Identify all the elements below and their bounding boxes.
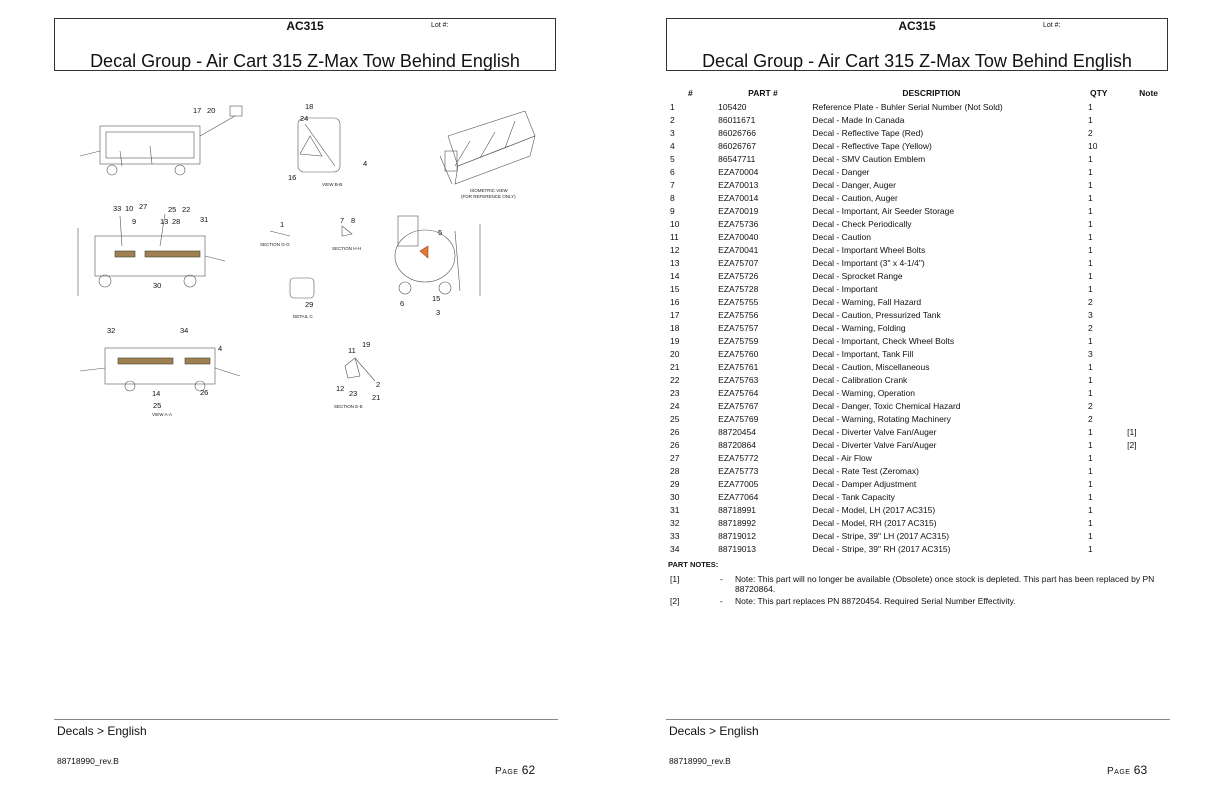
- row-qty: 1: [1087, 153, 1093, 164]
- callout-label: 11: [348, 346, 356, 355]
- callout-label: 23: [349, 389, 358, 398]
- row-note: [1127, 503, 1178, 516]
- row-note: [1127, 308, 1178, 321]
- row-number: 23: [670, 387, 680, 398]
- row-part-number: EZA75764: [718, 387, 759, 398]
- callout-label: 9: [132, 217, 137, 226]
- row-note: [1127, 373, 1178, 386]
- row-number: 7: [670, 179, 675, 190]
- row-part-number: 88720454: [718, 426, 756, 437]
- row-note: [1127, 490, 1178, 503]
- row-number: 4: [670, 140, 675, 151]
- row-part-number: EZA75736: [718, 218, 759, 229]
- row-description: Decal - Caution: [812, 231, 871, 242]
- row-part-number: 88719012: [718, 530, 756, 541]
- callout-label: 29: [305, 300, 314, 309]
- row-note: [1127, 256, 1178, 269]
- row-note: [1127, 126, 1178, 139]
- row-qty: 1: [1087, 283, 1093, 294]
- table-row: [668, 282, 1178, 295]
- model-code: AC315: [898, 19, 936, 33]
- row-number: 20: [670, 348, 680, 359]
- row-number: 21: [670, 361, 680, 372]
- note-ref: [1]: [670, 574, 680, 584]
- table-row: [668, 451, 1178, 464]
- view-caption: SECTION E-E: [334, 404, 363, 409]
- table-row: [668, 217, 1178, 230]
- callout-label: 3: [436, 308, 441, 317]
- row-note: [1127, 542, 1178, 555]
- row-qty: 1: [1087, 244, 1093, 255]
- row-note: [1127, 269, 1178, 282]
- callout-label: 15: [432, 294, 441, 303]
- footer-divider: [666, 719, 1170, 720]
- row-part-number: EZA70013: [718, 179, 759, 190]
- exploded-parts-drawing: [60, 96, 540, 426]
- row-number: 29: [670, 478, 680, 489]
- document-id: 88718990_rev.B: [57, 756, 119, 766]
- row-number: 3: [670, 127, 675, 138]
- view-caption: ISOMETRIC VIEW: [470, 188, 508, 193]
- row-note: [1127, 113, 1178, 126]
- callout-label: 17: [193, 106, 202, 115]
- callout-label: 4: [218, 344, 223, 353]
- parts-table-body: [668, 100, 1178, 555]
- row-qty: 1: [1087, 166, 1093, 177]
- row-note: [1127, 360, 1178, 373]
- view-aa-shape: [105, 348, 215, 384]
- row-part-number: EZA75707: [718, 257, 759, 268]
- row-part-number: EZA77005: [718, 478, 759, 489]
- row-note: [1127, 178, 1178, 191]
- right-page: [612, 0, 1224, 792]
- part-notes-title: PART NOTES:: [668, 560, 719, 569]
- row-part-number: EZA70004: [718, 166, 759, 177]
- view-caption: VIEW B-B: [322, 182, 343, 187]
- callout-label: 21: [372, 393, 381, 402]
- row-qty: 1: [1087, 374, 1093, 385]
- view-caption: (FOR REFERENCE ONLY): [461, 194, 516, 199]
- row-description: Decal - Sprocket Range: [812, 270, 903, 281]
- row-qty: 1: [1087, 426, 1093, 437]
- callout-label: 10: [125, 204, 134, 213]
- row-part-number: EZA75759: [718, 335, 759, 346]
- table-row: [668, 191, 1178, 204]
- row-part-number: EZA75757: [718, 322, 759, 333]
- row-number: 8: [670, 192, 675, 203]
- table-row: [668, 373, 1178, 386]
- lot-label: Lot #:: [431, 22, 449, 29]
- row-qty: 1: [1087, 270, 1093, 281]
- row-qty: 2: [1087, 400, 1093, 411]
- breadcrumb: Decals > English: [669, 724, 759, 738]
- callout-label: 14: [152, 389, 161, 398]
- row-description: Decal - Important, Tank Fill: [812, 348, 914, 359]
- callout-label: 4: [363, 159, 368, 168]
- table-row: [668, 425, 1178, 438]
- table-row: [668, 256, 1178, 269]
- row-part-number: 86011671: [718, 114, 756, 125]
- table-row: [668, 178, 1178, 191]
- row-number: 32: [670, 517, 680, 528]
- table-row: [668, 308, 1178, 321]
- table-row: [668, 386, 1178, 399]
- callout-label: 26: [200, 388, 209, 397]
- table-row: [668, 542, 1178, 555]
- parts-table-header: [668, 86, 1178, 100]
- drawing-svg: [60, 96, 540, 426]
- row-qty: 1: [1087, 361, 1093, 372]
- table-row: [668, 399, 1178, 412]
- row-description: Decal - Warning, Fall Hazard: [812, 296, 922, 307]
- row-description: Decal - Model, LH (2017 AC315): [812, 504, 936, 515]
- note-text: Note: This part replaces PN 88720454. Required Serial Number Effectivity.: [735, 596, 1016, 606]
- table-row: [668, 165, 1178, 178]
- row-note: [1127, 204, 1178, 217]
- row-number: 31: [670, 504, 680, 515]
- row-qty: 1: [1087, 387, 1093, 398]
- row-number: 19: [670, 335, 680, 346]
- row-number: 15: [670, 283, 680, 294]
- row-qty: 1: [1087, 231, 1093, 242]
- col-qty: QTY: [1089, 88, 1108, 98]
- row-description: Decal - Caution, Auger: [812, 192, 898, 203]
- row-description: Decal - Important (3" x 4-1/4"): [812, 257, 925, 268]
- page-word: Page: [495, 766, 519, 777]
- row-number: 28: [670, 465, 680, 476]
- row-qty: 1: [1087, 101, 1093, 112]
- row-number: 26: [670, 439, 680, 450]
- col-description: DESCRIPTION: [902, 88, 961, 98]
- table-row: [668, 321, 1178, 334]
- row-description: Decal - Rate Test (Zeromax): [812, 465, 919, 476]
- row-number: 2: [670, 114, 675, 125]
- row-note: [1127, 451, 1178, 464]
- row-number: 13: [670, 257, 680, 268]
- row-description: Decal - Reflective Tape (Yellow): [812, 140, 932, 151]
- page-header: [54, 18, 556, 71]
- row-note: [1127, 217, 1178, 230]
- cart-side-view-1: [100, 126, 200, 164]
- row-number: 14: [670, 270, 680, 281]
- table-row: [668, 334, 1178, 347]
- row-note: [1127, 334, 1178, 347]
- callout-label: 16: [288, 173, 297, 182]
- row-part-number: 86026767: [718, 140, 756, 151]
- row-qty: 1: [1087, 530, 1093, 541]
- row-number: 16: [670, 296, 680, 307]
- view-caption: VIEW A-A: [152, 412, 173, 417]
- row-note: [1127, 386, 1178, 399]
- row-qty: 1: [1087, 491, 1093, 502]
- row-part-number: EZA75773: [718, 465, 759, 476]
- callout-label: 12: [336, 384, 345, 393]
- row-part-number: EZA77064: [718, 491, 759, 502]
- row-number: 9: [670, 205, 675, 216]
- row-description: Decal - Diverter Valve Fan/Auger: [812, 426, 937, 437]
- callout-label: 22: [182, 205, 191, 214]
- row-part-number: EZA75761: [718, 361, 759, 372]
- callout-label: 19: [362, 340, 371, 349]
- row-part-number: 88720864: [718, 439, 756, 450]
- row-description: Decal - Calibration Crank: [812, 374, 908, 385]
- row-number: 27: [670, 452, 680, 463]
- row-number: 26: [670, 426, 680, 437]
- col-part-number: PART #: [748, 88, 778, 98]
- row-description: Decal - Model, RH (2017 AC315): [812, 517, 937, 528]
- row-note: [1]: [1127, 426, 1137, 437]
- row-qty: 1: [1087, 478, 1093, 489]
- row-number: 6: [670, 166, 675, 177]
- row-qty: 1: [1087, 205, 1093, 216]
- row-note: [1127, 412, 1178, 425]
- table-row: [668, 139, 1178, 152]
- row-number: 17: [670, 309, 680, 320]
- row-description: Decal - Tank Capacity: [812, 491, 895, 502]
- footer-divider: [54, 719, 558, 720]
- view-caption: SECTION G-G: [260, 242, 290, 247]
- row-note: [1127, 139, 1178, 152]
- row-part-number: EZA75726: [718, 270, 759, 281]
- row-note: [1127, 529, 1178, 542]
- row-qty: 2: [1087, 322, 1093, 333]
- page-number: [495, 763, 535, 777]
- view-caption: DETAIL C: [293, 314, 313, 319]
- row-qty: 1: [1087, 439, 1093, 450]
- row-description: Decal - Danger, Toxic Chemical Hazard: [812, 400, 961, 411]
- callout-label: 6: [400, 299, 405, 308]
- table-row: [668, 412, 1178, 425]
- row-description: Decal - Air Flow: [812, 452, 872, 463]
- page-number-value: 62: [521, 763, 536, 777]
- page-number-value: 63: [1133, 763, 1148, 777]
- view-caption: SECTION H-H: [332, 246, 362, 251]
- isometric-view-shape: [440, 111, 535, 184]
- row-qty: 2: [1087, 413, 1093, 424]
- row-qty: 3: [1087, 348, 1093, 359]
- callout-label: 8: [351, 216, 356, 225]
- page-header: [666, 18, 1168, 71]
- row-number: 18: [670, 322, 680, 333]
- page-title: Decal Group - Air Cart 315 Z-Max Tow Behind English: [702, 51, 1132, 71]
- row-note: [1127, 347, 1178, 360]
- row-description: Decal - Caution, Pressurized Tank: [812, 309, 941, 320]
- callout-label: 20: [207, 106, 216, 115]
- row-note: [1127, 282, 1178, 295]
- row-part-number: 88718992: [718, 517, 756, 528]
- row-note: [1127, 464, 1178, 477]
- callout-label: 30: [153, 281, 162, 290]
- row-description: Decal - Warning, Rotating Machinery: [812, 413, 951, 424]
- note-dash: -: [720, 574, 723, 584]
- row-description: Decal - SMV Caution Emblem: [812, 153, 926, 164]
- row-description: Decal - Diverter Valve Fan/Auger: [812, 439, 937, 450]
- table-row: [668, 516, 1178, 529]
- row-number: 1: [670, 101, 675, 112]
- row-description: Decal - Damper Adjustment: [812, 478, 917, 489]
- tank-view-shape: [395, 230, 455, 282]
- row-part-number: EZA75755: [718, 296, 759, 307]
- row-number: 5: [670, 153, 675, 164]
- table-row: [668, 360, 1178, 373]
- row-description: Decal - Warning, Operation: [812, 387, 916, 398]
- table-row: [668, 347, 1178, 360]
- table-row: [668, 438, 1178, 451]
- note-text: Note: This part will no longer be available (Obsolete) once stock is depleted. This part has been replaced by PN 88720864.: [735, 574, 1155, 594]
- row-note: [1127, 516, 1178, 529]
- table-row: [668, 477, 1178, 490]
- table-row: [668, 126, 1178, 139]
- callout-label: 32: [107, 326, 116, 335]
- row-note: [1127, 152, 1178, 165]
- row-part-number: EZA70014: [718, 192, 759, 203]
- table-row: [668, 230, 1178, 243]
- row-note: [2]: [1127, 439, 1137, 450]
- detail-c-shape: [290, 278, 314, 298]
- row-qty: 1: [1087, 504, 1093, 515]
- row-note: [1127, 191, 1178, 204]
- parts-table: [668, 86, 1178, 555]
- row-description: Decal - Danger: [812, 166, 870, 177]
- row-qty: 1: [1087, 517, 1093, 528]
- row-description: Decal - Warning, Folding: [812, 322, 906, 333]
- row-qty: 1: [1087, 257, 1093, 268]
- row-qty: 2: [1087, 127, 1093, 138]
- row-qty: 2: [1087, 296, 1093, 307]
- lot-label: Lot #:: [1043, 22, 1061, 29]
- row-part-number: EZA75772: [718, 452, 759, 463]
- callout-label: 7: [340, 216, 345, 225]
- callout-label: 33: [113, 204, 122, 213]
- callout-label: 25: [168, 205, 177, 214]
- row-number: 34: [670, 543, 680, 554]
- row-part-number: EZA70041: [718, 244, 759, 255]
- row-number: 33: [670, 530, 680, 541]
- table-row: [668, 113, 1178, 126]
- row-qty: 1: [1087, 452, 1093, 463]
- row-qty: 10: [1087, 140, 1098, 151]
- row-note: [1127, 321, 1178, 334]
- row-part-number: 86026766: [718, 127, 756, 138]
- table-row: [668, 152, 1178, 165]
- callout-label: 24: [300, 114, 309, 123]
- row-note: [1127, 295, 1178, 308]
- row-part-number: EZA75728: [718, 283, 759, 294]
- row-description: Decal - Important, Air Seeder Storage: [812, 205, 955, 216]
- row-description: Decal - Important Wheel Bolts: [812, 244, 926, 255]
- row-qty: 1: [1087, 218, 1093, 229]
- row-description: Decal - Important, Check Wheel Bolts: [812, 335, 955, 346]
- row-qty: 1: [1087, 192, 1093, 203]
- document-id: 88718990_rev.B: [669, 756, 731, 766]
- row-part-number: 86547711: [718, 153, 756, 164]
- row-description: Decal - Reflective Tape (Red): [812, 127, 924, 138]
- callout-label: 18: [305, 102, 314, 111]
- table-row: [668, 204, 1178, 217]
- table-row: [668, 464, 1178, 477]
- note-ref: [2]: [670, 596, 680, 606]
- table-row: [668, 490, 1178, 503]
- row-qty: 1: [1087, 335, 1093, 346]
- row-description: Decal - Caution, Miscellaneous: [812, 361, 930, 372]
- callout-label: 34: [180, 326, 189, 335]
- page-title: Decal Group - Air Cart 315 Z-Max Tow Behind English: [90, 51, 520, 71]
- row-number: 11: [670, 231, 679, 242]
- table-row: [668, 100, 1178, 113]
- row-qty: 1: [1087, 114, 1093, 125]
- breadcrumb: Decals > English: [57, 724, 147, 738]
- row-number: 24: [670, 400, 680, 411]
- model-code: AC315: [286, 19, 324, 33]
- row-part-number: EZA75760: [718, 348, 759, 359]
- row-note: [1127, 100, 1178, 113]
- callout-label: 25: [153, 401, 162, 410]
- row-description: Decal - Check Periodically: [812, 218, 912, 229]
- row-description: Decal - Made In Canada: [812, 114, 905, 125]
- row-part-number: EZA75767: [718, 400, 759, 411]
- row-part-number: EZA70019: [718, 205, 759, 216]
- row-qty: 1: [1087, 465, 1093, 476]
- row-note: [1127, 165, 1178, 178]
- table-row: [668, 529, 1178, 542]
- row-note: [1127, 477, 1178, 490]
- callout-label: 27: [139, 202, 148, 211]
- row-number: 12: [670, 244, 680, 255]
- row-part-number: 88718991: [718, 504, 756, 515]
- row-description: Reference Plate - Buhler Serial Number (Not Sold): [812, 101, 1003, 112]
- row-qty: 1: [1087, 179, 1093, 190]
- row-number: 30: [670, 491, 680, 502]
- row-description: Decal - Important: [812, 283, 878, 294]
- row-note: [1127, 230, 1178, 243]
- page-number: [1107, 763, 1147, 777]
- row-part-number: EZA75769: [718, 413, 759, 424]
- row-part-number: 88719013: [718, 543, 756, 554]
- row-qty: 3: [1087, 309, 1093, 320]
- row-description: Decal - Danger, Auger: [812, 179, 896, 190]
- row-part-number: 105420: [718, 101, 747, 112]
- row-part-number: EZA75756: [718, 309, 759, 320]
- row-number: 22: [670, 374, 680, 385]
- row-description: Decal - Stripe, 39" LH (2017 AC315): [812, 530, 950, 541]
- row-note: [1127, 243, 1178, 256]
- callout-label: 13: [160, 217, 169, 226]
- table-row: [668, 503, 1178, 516]
- callout-label: 1: [280, 220, 285, 229]
- callout-label: 5: [438, 228, 443, 237]
- callout-label: 28: [172, 217, 181, 226]
- note-dash: -: [720, 596, 723, 606]
- row-qty: 1: [1087, 543, 1093, 554]
- table-row: [668, 295, 1178, 308]
- row-number: 10: [670, 218, 680, 229]
- row-note: [1127, 399, 1178, 412]
- row-part-number: EZA75763: [718, 374, 759, 385]
- row-description: Decal - Stripe, 39" RH (2017 AC315): [812, 543, 951, 554]
- col-note: Note: [1139, 88, 1158, 98]
- row-part-number: EZA70040: [718, 231, 759, 242]
- table-row: [668, 243, 1178, 256]
- col-number: #: [688, 88, 693, 98]
- callout-label: 2: [376, 380, 381, 389]
- row-number: 25: [670, 413, 680, 424]
- table-row: [668, 269, 1178, 282]
- callout-label: 31: [200, 215, 209, 224]
- page-word: Page: [1107, 766, 1131, 777]
